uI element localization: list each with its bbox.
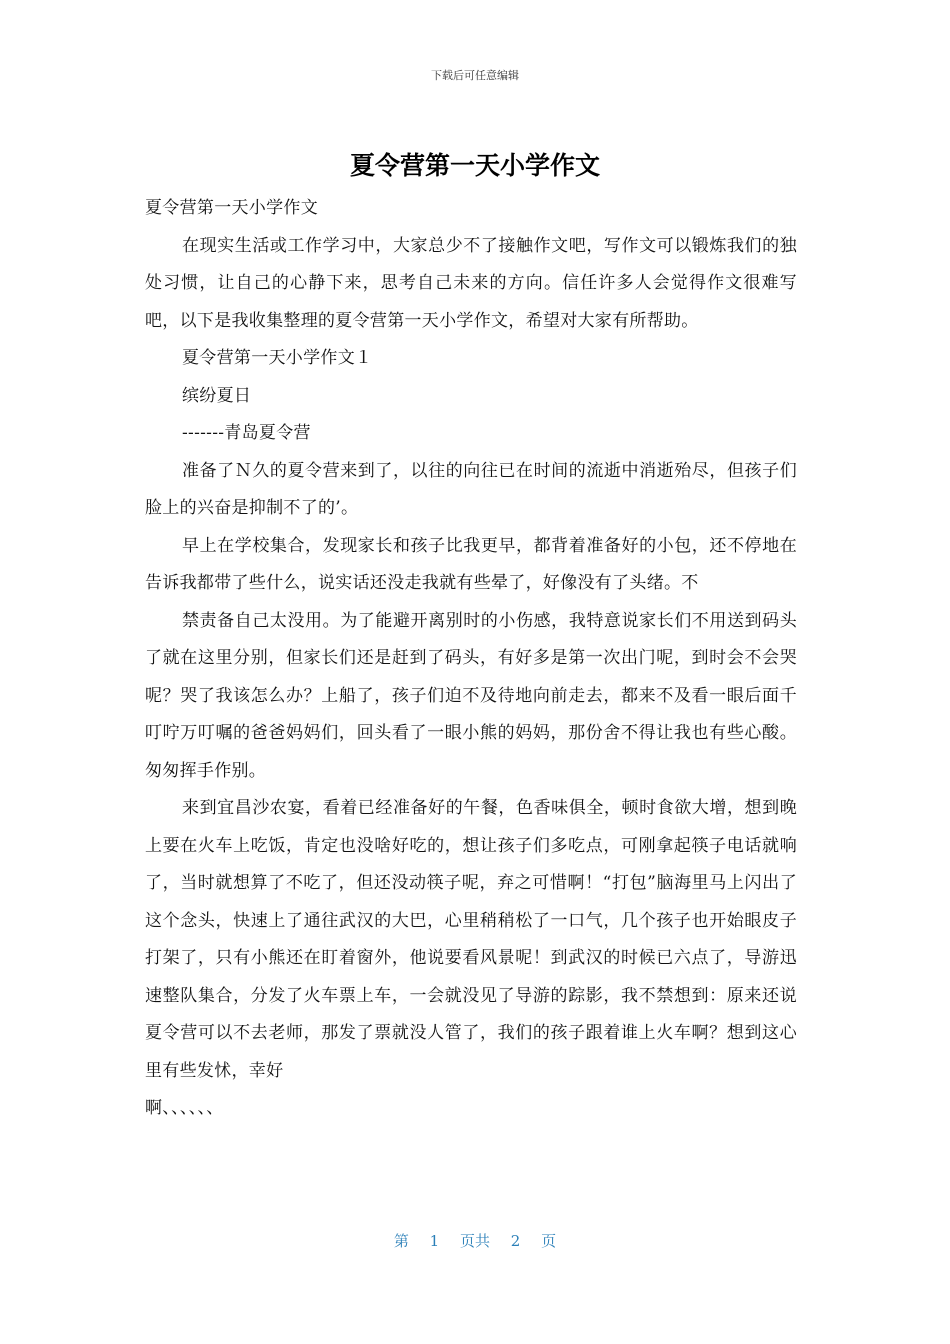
paragraph-body: 禁责备自己太没用。为了能避开离别时的小伤感，我特意说家长们不用送到码头了就在这里分别，但家长们还是赶到了码头，有好多是第一次出门呢，到时会不会哭呢？哭了我该怎么办？上船了，孩子们迫不及待地向前走去，都来不及看一眼后面千叮咛万叮嘱的爸爸妈妈们，回头看了一眼小熊的妈妈，那份舍不得让我也有些心酸。匆匆挥手作别。 (145, 610, 797, 781)
page-header-note: 下载后可任意编辑 (431, 69, 519, 82)
footer-current-page: 1 (429, 1232, 440, 1250)
paragraph-essay-byline: -------青岛夏令营 (182, 423, 311, 443)
paragraph-intro: 在现实生活或工作学习中，大家总少不了接触作文吧，写作文可以锻炼我们的独处习惯，让自己的心静下来，思考自己未来的方向。信任许多人会觉得作文很难写吧，以下是我收集整理的夏令营第一天小学作文，希望对大家有所帮助。 (145, 235, 797, 331)
page-number-footer (0, 1230, 950, 1251)
paragraph-essay-title: 缤纷夏日 (182, 385, 252, 406)
footer-total-pages: 2 (510, 1232, 521, 1250)
document-title: 夏令营第一天小学作文 (349, 151, 600, 180)
paragraph-essay-heading: 夏令营第一天小学作文１ (182, 348, 373, 368)
paragraph-subtitle: 夏令营第一天小学作文 (145, 198, 318, 218)
paragraph-body: 早上在学校集合，发现家长和孩子比我更早，都背着准备好的小包，还不停地在告诉我都带了些什么，说实话还没走我就有些晕了，好像没有了头绪。不 (145, 535, 797, 593)
paragraph-body: 准备了Ｎ久的夏令营来到了，以往的向往已在时间的流逝中消逝殆尽，但孩子们脸上的兴奋是抑制不了的’。 (145, 460, 797, 518)
paragraph-body: 来到宜昌沙农宴，看着已经准备好的午餐，色香味俱全，顿时食欲大增，想到晚上要在火车上吃饭，肯定也没啥好吃的，想让孩子们多吃点，可刚拿起筷子电话就响了，当时就想算了不吃了，但还没动筷子呢，弃之可惜啊！“打包”脑海里马上闪出了这个念头，快速上了通往武汉的大巴，心里稍稍松了一口气，几个孩子也开始眼皮子打架了，只有小熊还在盯着窗外，他说要看风景呢！到武汉的时候已六点了，导游迅速整队集合，分发了火车票上车，一会就没见了导游的踪影，我不禁想到：原来还说夏令营可以不去老师，那发了票就没人管了，我们的孩子跟着谁上火车啊？想到这心里有些发怵，幸好 (145, 798, 797, 1081)
footer-suffix: 页 (541, 1232, 557, 1250)
document-body (145, 190, 797, 1128)
footer-middle: 页共 (459, 1232, 490, 1250)
paragraph-ending: 啊、、、、、、 (145, 1098, 224, 1118)
footer-prefix: 第 (393, 1232, 409, 1250)
